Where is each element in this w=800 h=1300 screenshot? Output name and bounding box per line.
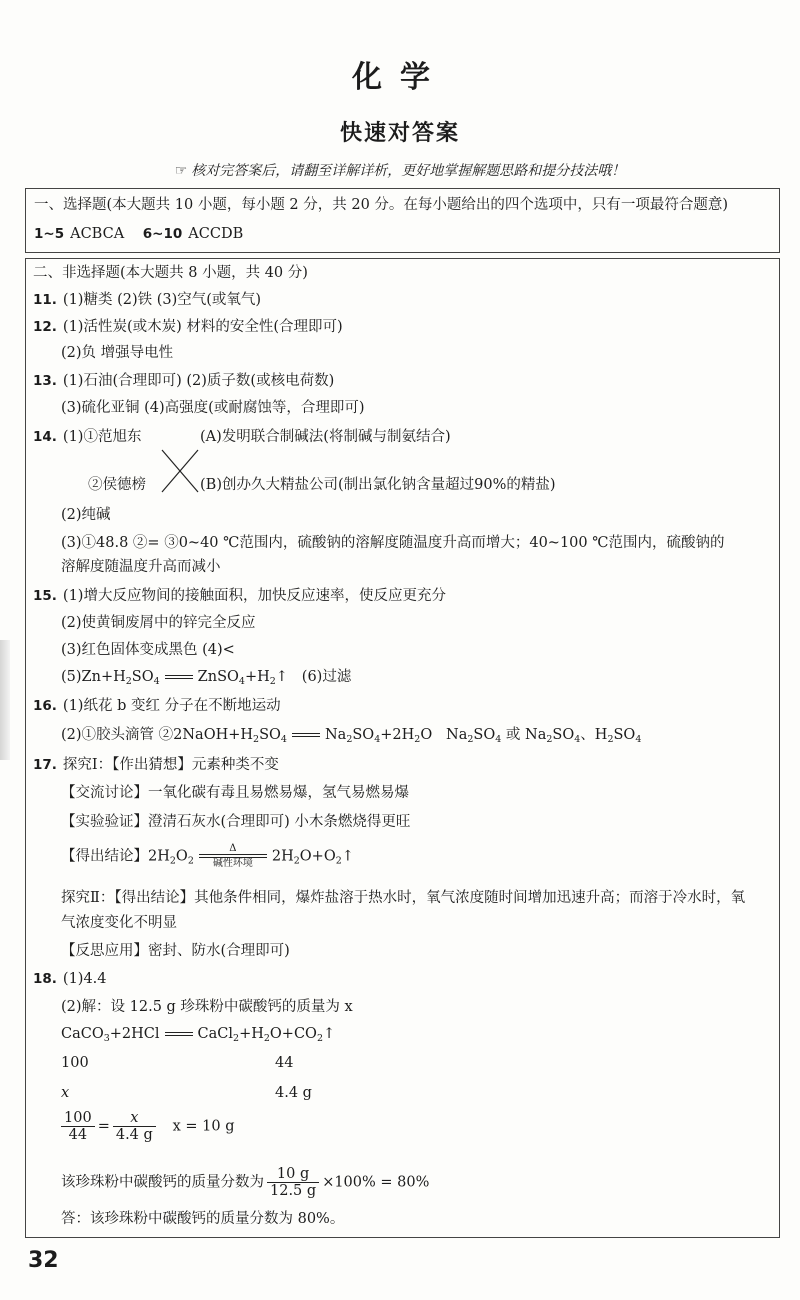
q11-number: 11. [33,292,57,308]
q14-achievement-a: (A)发明联合制碱法(将制碱与制氨结合) [200,429,451,445]
binding-shadow [0,640,10,760]
q16-number: 16. [33,698,57,714]
q15-line4-tail: (6)过滤 [301,669,352,685]
q18-line1: (1)4.4 [62,971,107,987]
q15-line4: $(5)Zn+H_2SO_4$ $ZnSO_4+H_2↑$ (6)过滤 [61,669,352,687]
q18-number: 18. [33,971,57,987]
q18-result: x = 10 g [172,1118,235,1135]
q11-line1: (1)糖类 (2)铁 (3)空气(或氧气) [62,292,262,308]
hint-text: 核对完答案后，请翻至详解详析，更好地掌握解题思路和提分技法哦！ [191,163,626,179]
q17-eq-left: 【得出结论】2H [61,848,170,865]
q15-eq-left: (5)Zn+H [61,669,126,685]
q14-number: 14. [33,429,57,445]
q18-final-answer: 答：该珍珠粉中碳酸钙的质量分数为 80%。 [61,1211,345,1227]
q18-line2: (2)解：设 12.5 g 珍珠粉中碳酸钙的质量为 x [61,999,353,1015]
q16-line2: (2)①胶头滴管 $②2NaOH+H_2SO_4$ $Na_2SO_4+2H_2O$ $Na_2SO_4$ 或 $Na_2SO_4$、$H_2SO_4$ [61,727,642,745]
q15-line2: (2)使黄铜废屑中的锌完全反应 [61,615,256,631]
hint-icon: ☞ [174,163,188,179]
q14-answer [33,427,141,447]
q17-line1: 探究Ⅰ：【作出猜想】元素种类不变 [62,757,279,773]
frac-numerator: x [113,1110,156,1127]
q12-line2: (2)负 增强导电性 [61,345,174,361]
heat-symbol: Δ [229,843,237,854]
q15-answer [33,586,446,606]
q17-line4: 【得出结论】$2H_2O_2$ Δ 碱性环境 $2H_2O+O_2↑$ [61,843,354,869]
matching-cross-lines [160,448,202,494]
equals-sign [165,1032,193,1036]
q13-line1: (1)石油(合理即可) (2)质子数(或核电荷数) [62,373,335,389]
frac-numerator: 10 g [267,1166,319,1183]
q12-line1: (1)活性炭(或木炭) 材料的安全性(合理即可) [62,319,343,335]
q18-x: x [61,1085,70,1101]
q14-person2: ②侯德榜 [88,477,146,493]
q12-answer [33,317,343,337]
q18-mr-caco3: 100 [61,1055,89,1071]
q15-eq-right: ZnSO [197,669,239,685]
hint-line [0,160,800,180]
range-1-5: 1~5 [34,226,65,242]
q15-number: 15. [33,588,57,604]
q18-equation: CaCO$_3$+2HCl $CaCl_2+H_2O+CO_2↑$ [61,1026,336,1044]
q15-line1: (1)增大反应物间的接触面积，加快反应速率，使反应更充分 [62,588,446,604]
q14-achievement-b: (B)创办久大精盐公司(制出氯化钠含量超过90%的精盐) [200,477,556,493]
q18-mr-co2: 44 [275,1055,294,1071]
q13-number: 13. [33,373,57,389]
q15-line3: (3)红色固体变成黑色 (4)< [61,642,235,658]
q18-answer [33,969,107,989]
q14-line5: 溶解度随温度升高而减小 [61,559,221,575]
q17-line2: 【交流讨论】一氧化碳有毒且易燃易爆，氢气易燃易爆 [61,785,409,801]
q18-eq-left: CaCO [61,1026,104,1042]
q18-mass-co2: 4.4 g [275,1085,312,1101]
q14-person1: (1)①范旭东 [62,429,142,445]
q17-line7: 【反思应用】密封、防水(合理即可) [61,943,290,959]
q16-answer [33,696,281,716]
fraction-x-4.4 [113,1110,156,1143]
condition-text: 碱性环境 [212,858,253,869]
q13-line2: (3)硫化亚铜 (4)高强度(或耐腐蚀等，合理即可) [61,400,365,416]
q17-line5: 探究Ⅱ：【得出结论】其他条件相同，爆炸盐溶于热水时，氧气浓度随时间增加迅速升高；而溶于冷水时，氧 [61,890,746,906]
frac-denominator: 4.4 g [115,1127,153,1143]
frac-denominator: 44 [68,1127,88,1143]
pct-result: ×100% = 80% [322,1174,430,1191]
choice-heading: 一、选择题(本大题共 10 小题，每小题 2 分，共 20 分。在每小题给出的四个选项中，只有一项最符合题意) [34,197,729,213]
q18-proportion: $\frac{100}{44}$ = $\frac{x}{4.4 g}$ x = 10 g [61,1110,235,1143]
q18-percentage [61,1166,429,1199]
q16-eq-left: (2)①胶头滴管 ②2NaOH+H [61,727,254,743]
subject-title: 化学 [352,60,448,95]
frac-numerator: 100 [61,1110,95,1127]
equals-sign [292,733,320,737]
fraction-pct [267,1166,319,1199]
q17-answer [33,755,279,775]
pct-text: 该珍珠粉中碳酸钙的质量分数为 [61,1174,264,1191]
q16-line1: (1)纸花 b 变红 分子在不断地运动 [62,698,281,714]
choice-section [25,188,780,253]
answers-1-5: ACBCA [70,226,125,242]
answers-6-10: ACCDB [188,226,244,242]
q12-number: 12. [33,319,57,335]
choice-answers [34,224,243,244]
q11-answer [33,290,261,310]
page-number: 32 [28,1248,59,1273]
page-subtitle: 快速对答案 [339,121,460,146]
q13-answer [33,371,334,391]
q14-line3: (2)纯碱 [61,507,111,523]
nonchoice-heading: 二、非选择题(本大题共 8 小题，共 40 分) [33,265,308,281]
equals-sign [165,675,193,679]
range-6-10: 6~10 [142,226,183,242]
frac-denominator: 12.5 g [270,1183,317,1199]
q16-or: 或 [505,727,521,743]
reaction-condition [199,843,267,870]
fraction-100-44 [61,1110,95,1143]
q17-number: 17. [33,757,57,773]
q17-line6: 气浓度变化不明显 [61,915,177,931]
q17-line3: 【实验验证】澄清石灰水(合理即可) 小木条燃烧得更旺 [61,814,411,830]
q14-line4: (3)①48.8 ②= ③0~40 ℃范围内，硫酸钠的溶解度随温度升高而增大；40~100 ℃范围内，硫酸钠的 [61,535,725,551]
